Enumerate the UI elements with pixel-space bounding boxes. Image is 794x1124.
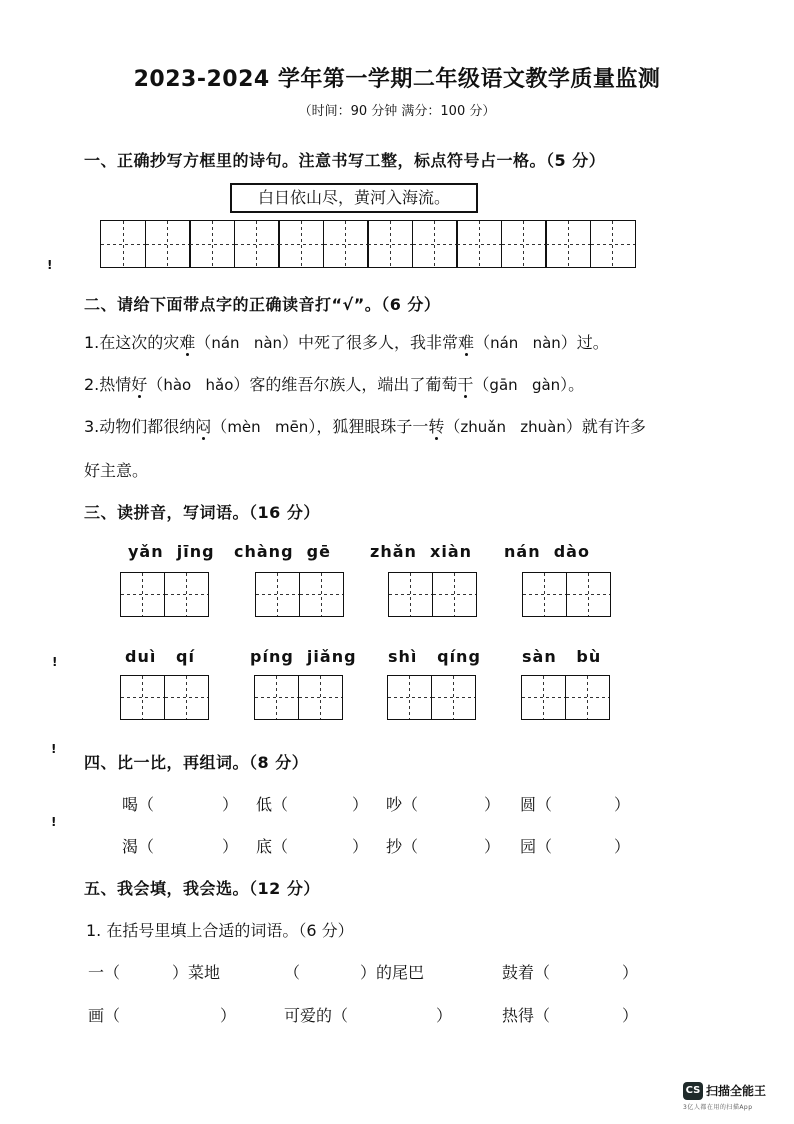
pinyin-options[interactable]: hào hǎo: [163, 376, 234, 394]
pinyin-label: yǎn jīng: [128, 542, 215, 561]
pinyin-label: nán dào: [504, 542, 590, 561]
writing-cell[interactable]: [120, 572, 165, 617]
copy-grid[interactable]: [100, 220, 634, 268]
dotted-char: 难: [458, 333, 475, 352]
writing-cell[interactable]: [278, 220, 324, 268]
writing-cell[interactable]: [145, 220, 191, 268]
dotted-char: 好: [131, 375, 148, 394]
compare-item: 吵（: [386, 795, 419, 814]
question-2: 2.热情好（hào hǎo）客的维吾尔族人，端出了葡萄干（gān gàn）。: [84, 375, 585, 394]
writing-cell[interactable]: [456, 220, 502, 268]
question-3-continued: 好主意。: [84, 461, 149, 480]
pinyin-options[interactable]: mèn mēn: [227, 418, 309, 436]
dotted-char: 难: [179, 333, 196, 352]
answer-paren-close[interactable]: ）: [222, 795, 239, 814]
word-grid[interactable]: [522, 572, 609, 617]
word-grid[interactable]: [120, 572, 207, 617]
section4-heading: 四、比一比，再组词。（8 分）: [84, 753, 309, 772]
fill-item[interactable]: ）: [622, 1006, 639, 1025]
dotted-char: 转: [428, 417, 445, 436]
section3-heading: 三、读拼音，写词语。（16 分）: [84, 503, 320, 522]
word-grid[interactable]: [387, 675, 474, 720]
pinyin-options[interactable]: nán nàn: [490, 334, 561, 352]
pinyin-label: píng jiǎng: [250, 647, 357, 666]
section5-heading: 五、我会填，我会选。（12 分）: [84, 879, 320, 898]
margin-mark: !: [47, 258, 53, 272]
poem-box: 白日依山尽，黄河入海流。: [230, 183, 478, 213]
writing-cell[interactable]: [367, 220, 413, 268]
writing-cell[interactable]: [164, 675, 209, 720]
word-grid[interactable]: [521, 675, 608, 720]
question-3: 3.动物们都很纳闷（mèn mēn），狐狸眼珠子一转（zhuǎn zhuàn）就有许多: [84, 417, 646, 436]
writing-cell[interactable]: [501, 220, 547, 268]
pinyin-options[interactable]: gān gàn: [489, 376, 561, 394]
page-subtitle: （时间：90 分钟 满分：100 分）: [298, 104, 496, 119]
writing-cell[interactable]: [100, 220, 146, 268]
fill-item: ）的尾巴: [360, 963, 425, 982]
writing-cell[interactable]: [521, 675, 566, 720]
answer-paren-close[interactable]: ）: [352, 795, 369, 814]
watermark-name: 扫描全能王: [706, 1084, 767, 1098]
answer-paren-close[interactable]: ）: [484, 837, 501, 856]
fill-item[interactable]: ）: [220, 1006, 237, 1025]
compare-item: 抄（: [386, 837, 419, 856]
compare-item: 底（: [256, 837, 289, 856]
writing-cell[interactable]: [120, 675, 165, 720]
word-grid[interactable]: [120, 675, 207, 720]
writing-cell[interactable]: [298, 675, 343, 720]
fill-item: 可爱的（: [284, 1006, 349, 1025]
fill-item: （: [284, 963, 301, 982]
answer-paren-close[interactable]: ）: [222, 837, 239, 856]
compare-item: 圆（: [520, 795, 553, 814]
pinyin-label: shì qíng: [388, 647, 481, 666]
pinyin-label: chàng gē: [234, 542, 331, 561]
writing-cell[interactable]: [189, 220, 235, 268]
writing-cell[interactable]: [432, 572, 477, 617]
watermark-tagline: 3亿人都在用的扫描App: [683, 1103, 753, 1111]
fill-item: ）菜地: [172, 963, 221, 982]
margin-mark: !: [51, 742, 57, 756]
compare-item: 喝（: [122, 795, 155, 814]
question-1: 1.在这次的灾难（nán nàn）中死了很多人，我非常难（nán nàn）过。: [84, 333, 609, 352]
writing-cell[interactable]: [255, 572, 300, 617]
writing-cell[interactable]: [387, 675, 432, 720]
pinyin-label: duì qí: [125, 647, 195, 666]
margin-mark: !: [52, 655, 58, 669]
answer-paren-close[interactable]: ）: [484, 795, 501, 814]
compare-item: 低（: [256, 795, 289, 814]
pinyin-label: sàn bù: [522, 647, 602, 666]
section1-heading: 一、正确抄写方框里的诗句。注意书写工整，标点符号占一格。（5 分）: [84, 151, 606, 170]
camscanner-logo-icon: CS: [683, 1082, 703, 1100]
pinyin-label: zhǎn xiàn: [370, 542, 473, 561]
fill-item: 鼓着（: [502, 963, 551, 982]
pinyin-options[interactable]: nán nàn: [211, 334, 283, 352]
dotted-char: 干: [457, 375, 474, 394]
page-title: 2023-2024 学年第一学期二年级语文教学质量监测: [133, 67, 661, 92]
answer-paren-close[interactable]: ）: [614, 795, 631, 814]
writing-cell[interactable]: [431, 675, 476, 720]
fill-item: 画（: [88, 1006, 121, 1025]
word-grid[interactable]: [388, 572, 475, 617]
fill-item: 热得（: [502, 1006, 551, 1025]
section5-sub1: 1. 在括号里填上合适的词语。（6 分）: [86, 921, 354, 940]
writing-cell[interactable]: [234, 220, 280, 268]
writing-cell[interactable]: [323, 220, 369, 268]
writing-cell[interactable]: [522, 572, 567, 617]
section2-heading: 二、请给下面带点字的正确读音打“√”。（6 分）: [84, 295, 441, 314]
writing-cell[interactable]: [299, 572, 344, 617]
answer-paren-close[interactable]: ）: [352, 837, 369, 856]
scanner-watermark: [683, 1080, 766, 1111]
word-grid[interactable]: [254, 675, 341, 720]
writing-cell[interactable]: [590, 220, 636, 268]
writing-cell[interactable]: [565, 675, 610, 720]
writing-cell[interactable]: [545, 220, 591, 268]
writing-cell[interactable]: [566, 572, 611, 617]
word-grid[interactable]: [255, 572, 342, 617]
writing-cell[interactable]: [254, 675, 299, 720]
margin-mark: !: [51, 815, 57, 829]
fill-item: 一（: [88, 963, 121, 982]
compare-item: 渴（: [122, 837, 155, 856]
pinyin-options[interactable]: zhuǎn zhuàn: [460, 418, 566, 436]
fill-item[interactable]: ）: [622, 963, 639, 982]
dotted-char: 闷: [195, 417, 212, 436]
compare-item: 园（: [520, 837, 553, 856]
writing-cell[interactable]: [388, 572, 433, 617]
writing-cell[interactable]: [412, 220, 458, 268]
writing-cell[interactable]: [164, 572, 209, 617]
answer-paren-close[interactable]: ）: [614, 837, 631, 856]
fill-item[interactable]: ）: [436, 1006, 453, 1025]
